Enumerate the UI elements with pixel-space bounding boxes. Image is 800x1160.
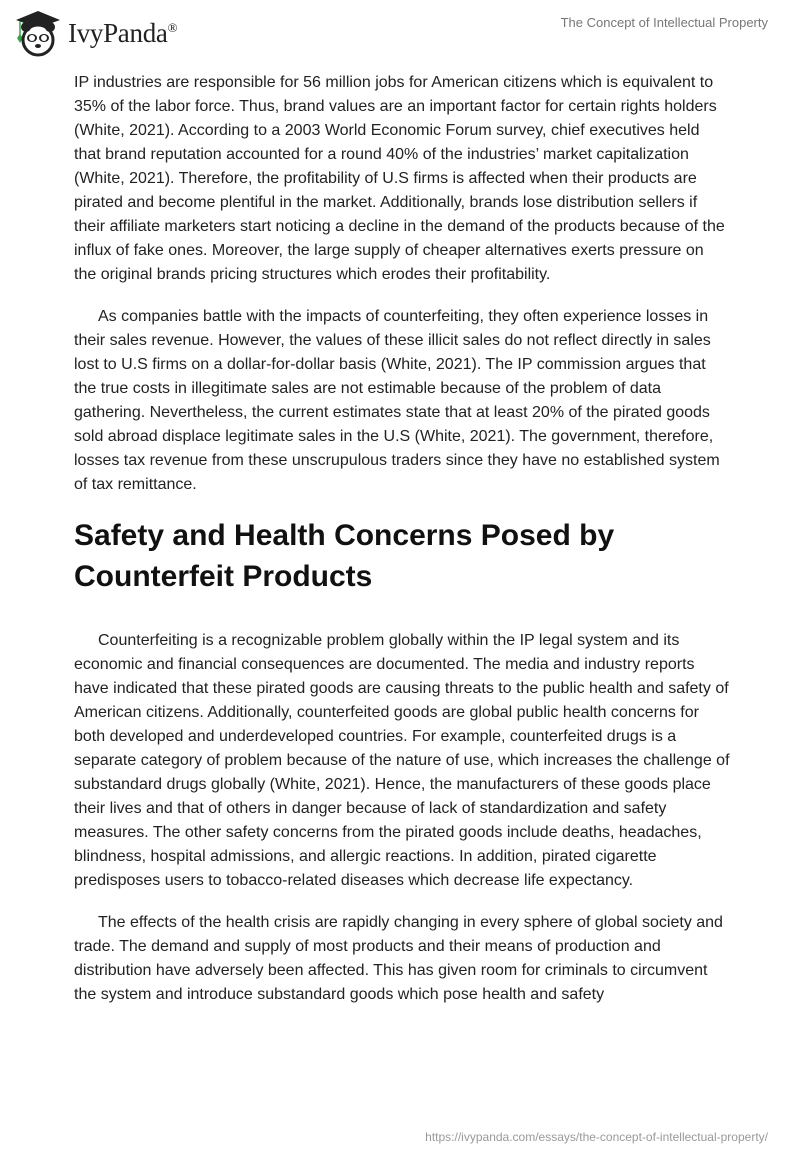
logo-text: IvyPanda® — [68, 17, 178, 48]
paragraph: As companies battle with the impacts of counterfeiting, they often experience losses in their sales revenue. However, the values of these illicit sales do not reflect directly in sales lost to U.S firms on a dollar-for-dollar basis (White, 2021). The IP commission argues that the true costs in illegitimate sales are not estimable because of the problem of data gathering. Nevertheless, the current estimates state that at least 20% of the pirated goods sold abroad displace legitimate sales in the U.S (White, 2021). The government, therefore, losses tax revenue from these unscrupulous traders since they have no established system of tax remittance. — [74, 308, 720, 493]
document-title: The Concept of Intellectual Property — [560, 15, 768, 30]
paragraph: Counterfeiting is a recognizable problem globally within the IP legal system and its economic and financial consequences are documented. The media and industry reports have indicated that these pirated goods are causing threats to the public health and safety of American citizens. Additionally, counterfeited goods are global public health concerns for both developed and underdeveloped countries. For example, counterfeited drugs is a separate category of problem because of the nature of use, which increases the challenge of substandard drugs globally (White, 2021). Hence, the manufacturers of these goods place their lives and that of others in danger because of lack of standardization and safety measures. The other safety concerns from the pirated goods include deaths, headaches, blindness, hospital admissions, and allergic reactions. In addition, pirated cigarette predisposes users to tobacco-related diseases which decrease life expectancy. — [74, 632, 730, 889]
paragraph: The effects of the health crisis are rapidly changing in every sphere of global society and trade. The demand and supply of most products and their means of production and distribution have adversely been affected. This has given room for criminals to circumvent the system and introduce substandard goods which pose health and safety — [74, 914, 723, 1003]
paragraph: IP industries are responsible for 56 million jobs for American citizens which is equivalent to 35% of the labor force. Thus, brand values are an important factor for certain rights holders (White, 2021). According to a 2003 World Economic Forum survey, chief executives held that brand reputation accounted for a round 40% of the industries’ market capitalization (White, 2021). Therefore, the profitability of U.S firms is affected when their products are pirated and become plentiful in the market. Additionally, brands lose distribution sellers if their affiliate marketers start noticing a decline in the demand of the products because of the influx of fake ones. Moreover, the large supply of cheaper alternatives exerts pressure on the original brands pricing structures which erodes their profitability. — [74, 74, 725, 283]
ivypanda-logo[interactable] — [12, 8, 177, 58]
panda-graduate-icon — [12, 8, 64, 58]
essay-content — [74, 71, 730, 1025]
section-heading: Safety and Health Concerns Posed by Counterfeit Products — [74, 519, 615, 593]
source-url[interactable]: https://ivypanda.com/essays/the-concept-of-intellectual-property/ — [425, 1130, 768, 1144]
